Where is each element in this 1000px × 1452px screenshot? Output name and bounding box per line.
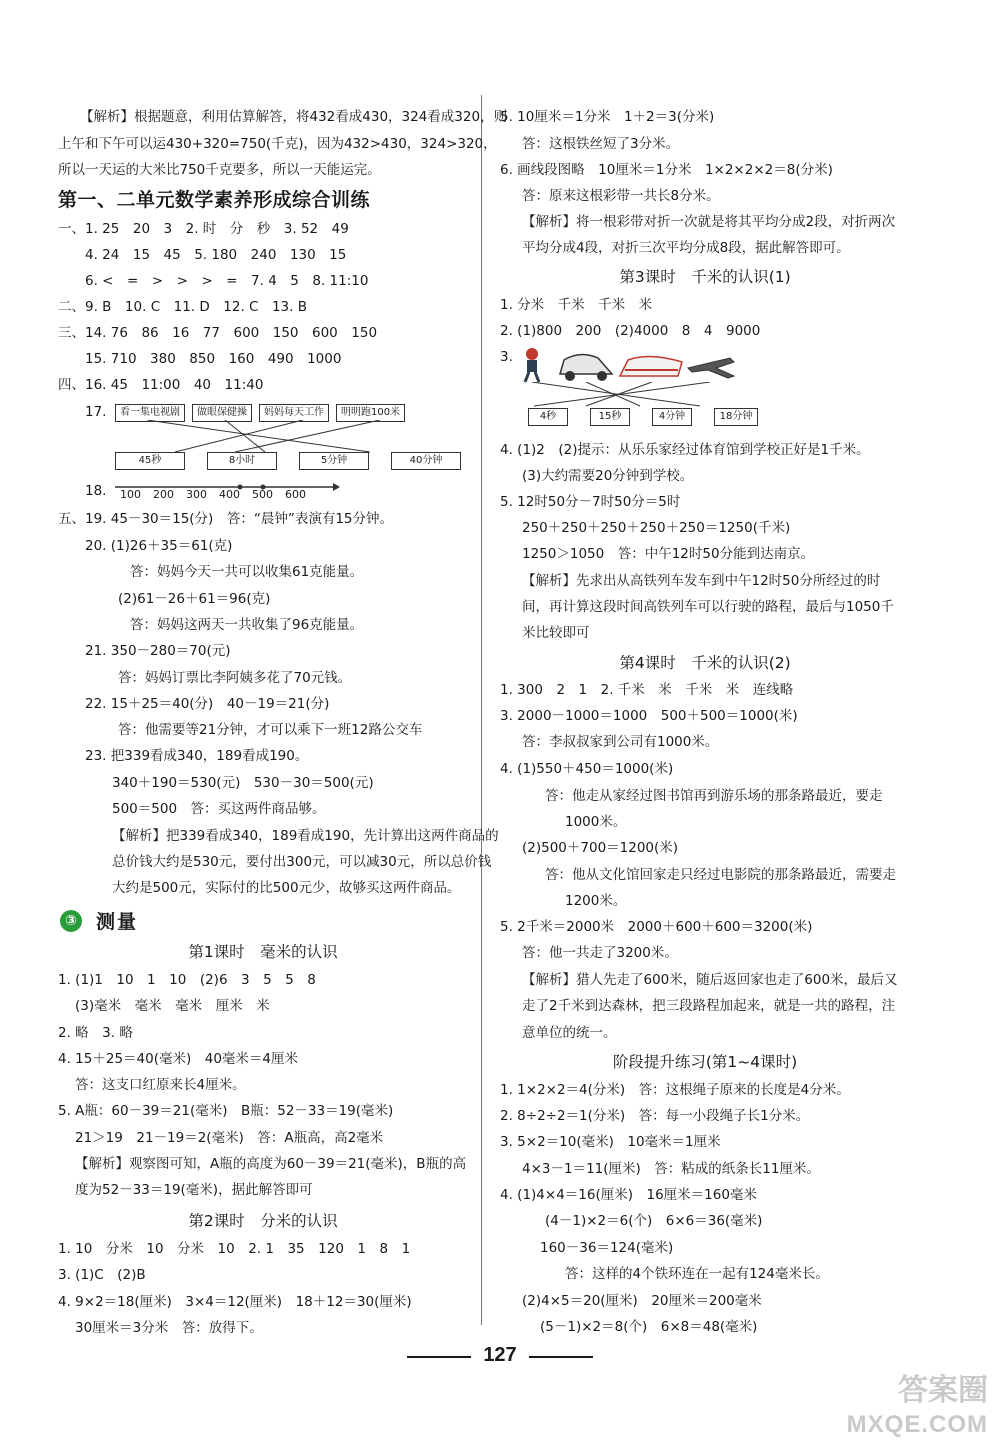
- answer-line: (4－1)×2＝6(个) 6×6＝36(毫米): [545, 1213, 763, 1229]
- lesson-title: 第2课时 分米的认识: [188, 1212, 338, 1230]
- analysis-line: 【解析】猎人先走了600米，随后返回家也走了600米，最后又: [522, 972, 898, 988]
- lesson-title: 第3课时 千米的认识(1): [619, 268, 791, 286]
- q17-top-box: 妈妈每天工作: [259, 404, 329, 422]
- answer-line: (2)61－26＋61＝96(克): [118, 591, 271, 607]
- lesson-title: 第4课时 千米的认识(2): [619, 654, 791, 672]
- q18-tick-labels: [120, 488, 306, 501]
- answer-line: 4. (1)4×4＝16(厘米) 16厘米＝160毫米: [500, 1187, 757, 1203]
- answer-line: 15. 710 380 850 160 490 1000: [85, 351, 342, 367]
- answer-line: 5. 12时50分－7时50分＝5时: [500, 494, 681, 510]
- answer-line: 答：这根铁丝短了3分米。: [522, 136, 680, 152]
- analysis-line: 间，再计算这段时间高铁列车可以行驶的路程，最后与1050千: [522, 599, 894, 615]
- answer-line: 1. 1×2×2＝4(分米) 答：这根绳子原来的长度是4分米。: [500, 1082, 850, 1098]
- answer-line: 2. 8÷2÷2＝1(分米) 答：每一小段绳子长1分米。: [500, 1108, 810, 1124]
- watermark-top: 答案圈: [898, 1374, 988, 1407]
- answer-line: 答：原来这根彩带一共长8分米。: [522, 188, 720, 204]
- q3-time-boxes: [528, 408, 758, 426]
- analysis-line: 【解析】将一根彩带对折一次就是将其平均分成2段，对折两次: [522, 214, 896, 230]
- q3-time-box: 15秒: [590, 408, 630, 426]
- page-rule-left: [407, 1356, 471, 1358]
- unit-number-badge: ③: [60, 910, 82, 932]
- q3-matching-lines: [520, 382, 730, 408]
- answer-line: 4. (1)2 (2)提示：从乐乐家经过体育馆到学校正好是1千米。: [500, 442, 870, 458]
- answer-line: (5－1)×2＝8(个) 6×8＝48(毫米): [540, 1319, 758, 1335]
- tick-label: 400: [219, 488, 240, 501]
- analysis-line: 平均分成4段，对折三次平均分成8段，据此解答即可。: [522, 240, 850, 256]
- analysis-line: 大约是500元，实际付的比500元少，故够买这两件商品。: [112, 880, 461, 896]
- answer-line: 3. (1)C (2)B: [58, 1267, 146, 1283]
- answer-line: 答：他从文化馆回家走只经过电影院的那条路最近，需要走: [545, 867, 896, 883]
- tick-label: 500: [252, 488, 273, 501]
- q3-vehicle-pictures: [520, 346, 740, 386]
- answer-line: 22. 15＋25＝40(分) 40－19＝21(分): [85, 696, 330, 712]
- answer-line: 答：他一共走了3200米。: [522, 945, 678, 961]
- answer-line: 3. 5×2＝10(毫米) 10毫米＝1厘米: [500, 1134, 721, 1150]
- answer-line: 1200米。: [565, 893, 627, 909]
- answer-line: 1000米。: [565, 814, 627, 830]
- column-divider: [481, 95, 482, 1325]
- answer-line: 2. (1)800 200 (2)4000 8 4 9000: [500, 323, 761, 339]
- page-number: [0, 1344, 1000, 1367]
- answer-line: 21. 350－280＝70(元): [85, 643, 231, 659]
- q17-top-box: 看一集电视剧: [115, 404, 185, 422]
- lesson-title: 阶段提升练习(第1~4课时): [612, 1053, 798, 1071]
- unit-title: 测量: [96, 911, 139, 933]
- watermark: [847, 1374, 988, 1442]
- analysis-line: 【解析】把339看成340，189看成190，先计算出这两件商品的: [112, 828, 499, 844]
- answer-line: 1. 10 分米 10 分米 10 2. 1 35 120 1 8 1: [58, 1241, 411, 1257]
- tick-label: 100: [120, 488, 141, 501]
- answer-line: 一、1. 25 20 3 2. 时 分 秒 3. 52 49: [58, 221, 349, 237]
- answer-line: 答：他走从家经过图书馆再到游乐场的那条路最近，要走: [545, 788, 883, 804]
- watermark-bottom: MXQE.COM: [846, 1411, 988, 1438]
- q17-top-box: 明明跑100米: [336, 404, 405, 422]
- answer-line: 三、14. 76 86 16 77 600 150 600 150: [58, 325, 378, 341]
- q17-bottom-boxes: [115, 452, 461, 470]
- question-number: 18.: [85, 483, 107, 499]
- answer-line: 5. 2千米＝2000米 2000＋600＋600＝3200(米): [500, 919, 813, 935]
- car-icon: [560, 354, 612, 381]
- q17-top-box: 做眼保健操: [192, 404, 252, 422]
- section-title: 第一、二单元数学素养形成综合训练: [58, 189, 371, 211]
- answer-line: 四、16. 45 11:00 40 11:40: [58, 377, 264, 393]
- answer-line: 6. < = > > > = 7. 4 5 8. 11:10: [85, 273, 369, 289]
- runner-icon: [525, 348, 539, 382]
- q17-bottom-box: 45秒: [115, 452, 185, 470]
- answer-line: 500＝500 答：买这两件商品够。: [112, 801, 326, 817]
- answer-line: 答：妈妈订票比李阿姨多花了70元钱。: [118, 670, 352, 686]
- analysis-line: 上午和下午可以运430+320=750(千克)，因为432>430，324>320，: [58, 136, 497, 152]
- answer-line: (3)大约需要20分钟到学校。: [522, 468, 694, 484]
- answer-line: 340＋190＝530(元) 530－30＝500(元): [112, 775, 374, 791]
- q3-time-box: 4分钟: [652, 408, 692, 426]
- answer-line: 6. 画线段图略 10厘米＝1分米 1×2×2×2＝8(分米): [500, 162, 833, 178]
- answer-line: (2)500＋700＝1200(米): [522, 840, 679, 856]
- answer-line: 3.: [500, 349, 513, 365]
- page-rule-right: [529, 1356, 593, 1358]
- answer-line: 五、19. 45－30＝15(分) 答：“晨钟”表演有15分钟。: [58, 511, 393, 527]
- answer-line: 4. 15＋25＝40(毫米) 40毫米＝4厘米: [58, 1051, 299, 1067]
- answer-line: 1. (1)1 10 1 10 (2)6 3 5 5 8: [58, 972, 316, 988]
- answer-line: 23. 把339看成340，189看成190。: [85, 748, 309, 764]
- answer-line: 答：他需要等21分钟，才可以乘下一班12路公交车: [118, 722, 423, 738]
- q17-bottom-box: 8小时: [207, 452, 277, 470]
- q17-matching-lines: [115, 420, 425, 454]
- unit-heading: [60, 907, 138, 934]
- tick-label: 200: [153, 488, 174, 501]
- answer-line: 答：这支口红原来长4厘米。: [75, 1077, 246, 1093]
- answer-line: 20. (1)26＋35＝61(克): [85, 538, 233, 554]
- answer-line: 4. 24 15 45 5. 180 240 130 15: [85, 247, 347, 263]
- answer-line: 5. 10厘米＝1分米 1＋2＝3(分米): [500, 109, 715, 125]
- page-number-text: 127: [483, 1344, 517, 1366]
- q17-bottom-box: 40分钟: [391, 452, 461, 470]
- analysis-line: 米比较即可: [522, 625, 590, 641]
- train-icon: [620, 356, 682, 376]
- q17-bottom-box: 5分钟: [299, 452, 369, 470]
- answer-line: (2)4×5＝20(厘米) 20厘米＝200毫米: [522, 1293, 762, 1309]
- q3-time-box: 4秒: [528, 408, 568, 426]
- answer-line: 250＋250＋250＋250＋250＝1250(千米): [522, 520, 791, 536]
- analysis-line: 【解析】观察图可知，A瓶的高度为60－39＝21(毫米)，B瓶的高: [75, 1156, 467, 1172]
- answer-line: 二、9. B 10. C 11. D 12. C 13. B: [58, 299, 307, 315]
- q3-time-box: 18分钟: [714, 408, 758, 426]
- analysis-line: 意单位的统一。: [522, 1025, 617, 1041]
- analysis-line: 总价钱大约是530元，要付出300元，可以减30元，所以总价钱: [112, 854, 492, 870]
- analysis-line: 【解析】根据题意，利用估算解答，将432看成430，324看成320，则: [80, 109, 508, 125]
- answer-line: 4×3－1＝11(厘米) 答：粘成的纸条长11厘米。: [522, 1161, 820, 1177]
- plane-icon: [688, 358, 734, 378]
- answer-line: 3. 2000－1000＝1000 500＋500＝1000(米): [500, 708, 798, 724]
- analysis-line: 所以一天运的大米比750千克要多，所以一天能运完。: [58, 162, 381, 178]
- analysis-line: 【解析】先求出从高铁列车发车到中午12时50分所经过的时: [522, 573, 881, 589]
- lesson-title: 第1课时 毫米的认识: [188, 943, 338, 961]
- answer-line: 21＞19 21－19＝2(毫米) 答：A瓶高，高2毫米: [75, 1130, 384, 1146]
- answer-line: 2. 略 3. 略: [58, 1025, 133, 1041]
- answer-line: 答：妈妈今天一共可以收集61克能量。: [130, 564, 364, 580]
- answer-line: 160－36＝124(毫米): [540, 1240, 674, 1256]
- answer-line: 答：妈妈这两天一共收集了96克能量。: [130, 617, 364, 633]
- question-number: 17.: [85, 404, 107, 420]
- analysis-line: 走了2千米到达森林，把三段路程加起来，就是一共的路程，注: [522, 998, 896, 1014]
- answer-line: 4. 9×2＝18(厘米) 3×4＝12(厘米) 18＋12＝30(厘米): [58, 1294, 412, 1310]
- answer-line: 5. A瓶：60－39＝21(毫米) B瓶：52－33＝19(毫米): [58, 1103, 394, 1119]
- answer-line: 4. (1)550＋450＝1000(米): [500, 761, 674, 777]
- tick-label: 600: [285, 488, 306, 501]
- answer-line: 答：这样的4个铁环连在一起有124毫米长。: [565, 1266, 829, 1282]
- answer-line: 30厘米＝3分米 答：放得下。: [75, 1320, 263, 1336]
- answer-line: 1. 分米 千米 千米 米: [500, 297, 653, 313]
- answer-line: 1250＞1050 答：中午12时50分能到达南京。: [522, 546, 815, 562]
- analysis-line: 度为52－33＝19(毫米)，据此解答即可: [75, 1182, 313, 1198]
- answer-line: (3)毫米 毫米 毫米 厘米 米: [75, 998, 270, 1014]
- answer-line: 1. 300 2 1 2. 千米 米 千米 米 连线略: [500, 682, 794, 698]
- answer-line: 答：李叔叔家到公司有1000米。: [522, 734, 719, 750]
- tick-label: 300: [186, 488, 207, 501]
